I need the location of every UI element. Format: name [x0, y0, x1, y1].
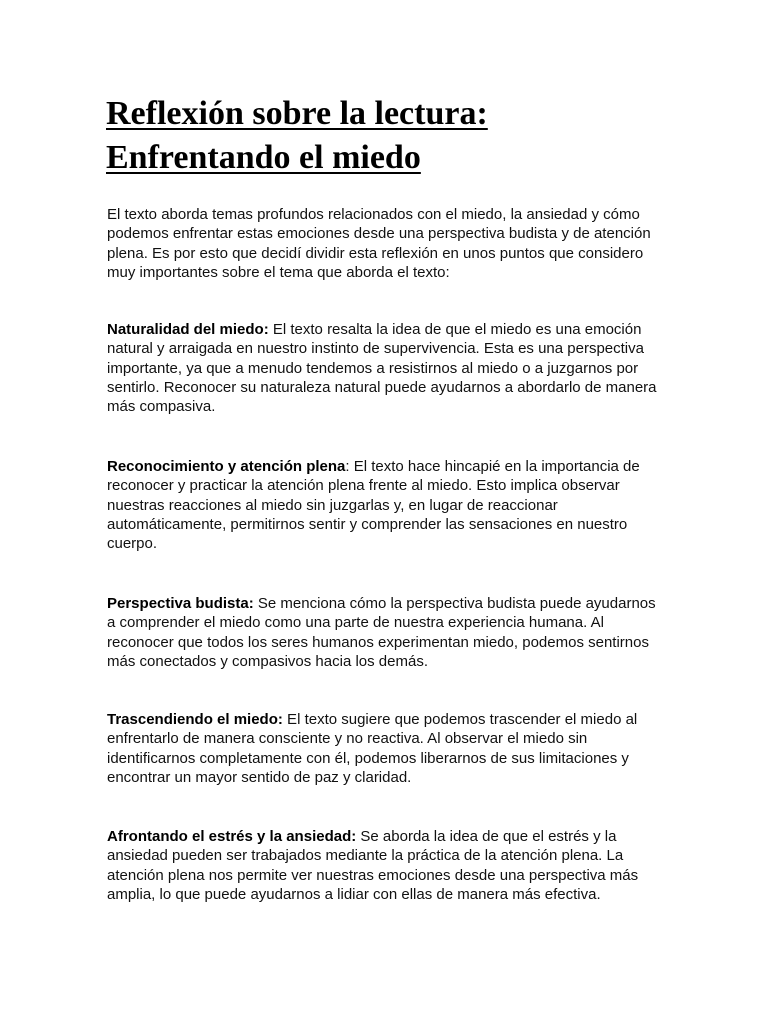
- section-perspectiva-budista: [107, 594, 667, 671]
- section-body: El texto resalta la idea de que el miedo es una emoción natural y arraigada en nuestro instinto de supervivencia. Esta es una perspectiva importante, ya que a menudo tendemos a resistirnos al miedo o a juzgarnos por sentirlo. Reconocer su naturaleza natural puede ayudarnos a abordarlo de manera más compasiva.: [107, 321, 657, 416]
- section-heading: Afrontando el estrés y la ansiedad:: [107, 828, 357, 845]
- section-heading: Reconocimiento y atención plena: [107, 458, 346, 475]
- page-title: [106, 92, 706, 180]
- section-afrontando: [107, 827, 667, 904]
- title-line-2: Enfrentando el miedo: [106, 139, 421, 176]
- section-naturalidad: [107, 320, 667, 416]
- section-trascendiendo: [107, 710, 667, 787]
- intro-paragraph: El texto aborda temas profundos relacionados con el miedo, la ansiedad y cómo podemos enfrentar estas emociones desde una perspectiva budista y de atención plena. Es por esto que decidí dividir esta reflexión en unos puntos que considero muy importantes sobre el tema que aborda el texto:: [107, 206, 651, 281]
- section-heading: Naturalidad del miedo:: [107, 321, 269, 338]
- section-body: Se menciona cómo la perspectiva budista puede ayudarnos a comprender el miedo como una parte de nuestra experiencia humana. Al reconocer que todos los seres humanos experimentan miedo, podemos sentirnos más conectados y compasivos hacia los demás.: [107, 595, 656, 670]
- title-line-1: Reflexión sobre la lectura:: [106, 95, 488, 132]
- section-heading: Trascendiendo el miedo:: [107, 711, 283, 728]
- section-heading: Perspectiva budista:: [107, 595, 254, 612]
- section-reconocimiento: [107, 457, 667, 553]
- section-body: : El texto hace hincapié en la importancia de reconocer y practicar la atención plena frente al miedo. Esto implica observar nuestras reacciones al miedo sin juzgarlas y, en lugar de reaccionar automáticamente, permitirnos sentir y comprender las sensaciones en nuestro cuerpo.: [107, 458, 640, 553]
- section-body: El texto sugiere que podemos trascender el miedo al enfrentarlo de manera consciente y no reactiva. Al observar el miedo sin identificarnos completamente con él, podemos liberarnos de sus limitaciones y encontrar un mayor sentido de paz y claridad.: [107, 711, 638, 786]
- section-body: Se aborda la idea de que el estrés y la ansiedad pueden ser trabajados mediante la práctica de la atención plena. La atención plena nos permite ver nuestras emociones desde una perspectiva más amplia, lo que puede ayudarnos a lidiar con ellas de manera más efectiva.: [107, 828, 639, 903]
